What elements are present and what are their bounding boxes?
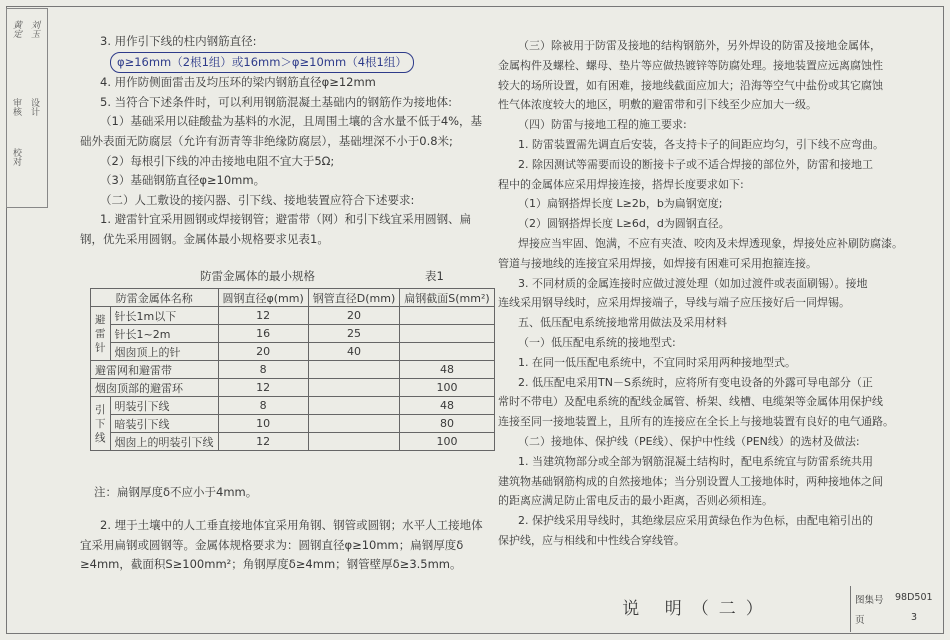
right-column-text [498,36,938,551]
text-line: 较大的场所设置，如有困难，接地线截面应加大；沿海等空气中盐份或其它腐蚀 [498,78,883,92]
table-row [91,415,495,433]
text-line: 2. 低压配电采用TN－S系统时，应将所有变电设备的外露可导电部分（正 [518,375,873,389]
side-label-review: 审核 [11,98,21,116]
text-line: （2）每根引下线的冲击接地电阻不宜大于5Ω; [100,153,335,168]
table-cell: 16 [218,325,308,343]
group-label: 引下线 [91,397,111,451]
group-label: 避雷针 [91,307,111,361]
table-cell: 烟囱顶上的针 [110,343,218,361]
text-line: 础外表面无防腐层（允许有沥青等非绝缘防腐层），基础埋深不小于0.8米; [80,133,453,148]
text-line: 连接至同一接地装置上，且所有的连接应在全长上与接地装置有良好的电气通路。 [498,415,894,429]
left-column-text [80,32,483,250]
table-cell: 48 [400,361,494,379]
table-header-row [91,289,495,307]
table-cell: 烟囱上的明装引下线 [110,433,218,451]
text-line: （二）接地体、保护线（PE线）、保护中性线（PEN线）的选材及做法: [518,434,860,448]
table-cell: 12 [218,433,308,451]
table-header: 防雷金属体名称 [91,289,219,307]
text-line: （三）除被用于防雷及接地的结构钢筋外，另外焊设的防雷及接地金属体， [518,39,881,52]
highlighted-line: φ≥16mm（2根1组）或16mm＞φ≥10mm（4根1组） [110,52,414,74]
atlas-number: 98D501 [895,592,933,603]
text-line: 5. 当符合下述条件时，可以利用钢筋混凝土基础内的钢筋作为接地体: [100,94,452,109]
text-line: 钢，优先采用圆钢。金属体最小规格要求见表1。 [80,231,329,246]
table-cell: 10 [218,415,308,433]
table-cell: 48 [400,397,494,415]
text-line: 连线采用钢导线时，应采用焊接端子，导线与端子应压接好后一同焊锡。 [498,296,850,310]
table-cell: 25 [308,325,399,343]
table-cell: 12 [218,379,308,397]
table-cell [308,415,399,433]
text-line: 金属构件及螺栓、螺母、垫片等应做热镀锌等防腐处理。接地装置应远离腐蚀性 [498,58,883,72]
text-line: 4. 用作防侧面雷击及均压环的梁内钢筋直径φ≥12mm [100,75,376,90]
text-line: 3. 用作引下线的柱内钢筋直径: [100,34,257,48]
text-line: 的距离应满足防止雷电反击的最小距离，否则必须相连。 [498,494,773,508]
table-caption: 防雷金属体的最小规格 [200,269,315,283]
text-line: 1. 当建筑物部分或全部为钢筋混凝土结构时，配电系统宜与防雷系统共用 [518,454,873,468]
title-block-grid [850,586,941,632]
table-row [91,307,495,325]
table-cell [308,397,399,415]
text-line: 性气体浓度较大的地区，明敷的避雷带和引下线至少应加大一级。 [498,98,817,112]
table-cell [308,379,399,397]
text-line: ≥4mm，截面积S≥100mm²；角钢厚度δ≥4mm；钢管壁厚δ≥3.5mm。 [80,557,462,572]
table-row [91,361,495,379]
table-row [91,379,495,397]
text-line: 3. 不同材质的金属连接时应做过渡处理（如加过渡件或表面刷锡）。接地 [518,276,868,290]
text-line: （1）基础采用以硅酸盐为基料的水泥，且周围土壤的含水量不低于4%，基 [100,114,483,129]
review-stamp-column [2,8,48,208]
text-line: （1）扁钢搭焊长度 L≥2b，b为扁钢宽度; [518,197,723,211]
table-note: 注：扁钢厚度δ不应小于4mm。 [94,485,258,499]
table-cell: 80 [400,415,494,433]
table-cell: 20 [308,307,399,325]
text-line: 保护线，应与相线和中性线合穿线管。 [498,533,685,547]
text-line: （一）低压配电系统的接地型式: [518,335,676,349]
page-number: 3 [911,612,918,623]
text-line: 2. 埋于土壤中的人工垂直接地体宜采用角钢、钢管或圆钢；水平人工接地体 [100,518,483,532]
text-line: （2）圆钢搭焊长度 L≥6d，d为圆钢直径。 [518,217,730,231]
text-line: （二）人工敷设的接闪器、引下线、接地装置应符合下述要求: [100,192,415,207]
text-line: 1. 在同一低压配电系统中，不宜同时采用两种接地型式。 [518,355,796,369]
table-cell: 明装引下线 [110,397,218,415]
table-cell: 暗装引下线 [110,415,218,433]
table-cell: 8 [218,397,308,415]
table-row [91,397,495,415]
table-cell: 避雷网和避雷带 [91,361,219,379]
text-line: 建筑物基础钢筋构成的自然接地体；当分别设置人工接地体时，两种接地体之间 [498,474,883,488]
table-cell: 8 [218,361,308,379]
spec-table [90,288,495,451]
table-header: 钢管直径D(mm) [308,289,399,307]
side-label-design: 设计 [29,98,39,116]
sheet-title: 说 明（二） [622,599,773,619]
section-heading: 五、低压配电系统接地常用做法及采用材料 [518,316,727,330]
left-column-text-2 [80,516,483,575]
table-cell [400,343,494,361]
text-line: （四）防雷与接地工程的施工要求: [518,118,687,132]
signature-1: 黄定 [11,20,21,38]
table-number: 表1 [425,269,444,283]
table-cell: 针长1m以下 [110,307,218,325]
signature-2: 刘玉 [29,20,39,38]
text-line: 常时不带电）及配电系统的配线金属管、桥架、线槽、电缆架等金属体用保护线 [498,395,883,409]
table-row [91,433,495,451]
table-row [91,325,495,343]
text-line: 1. 避雷针宜采用圆钢或焊接钢管；避雷带（网）和引下线宜采用圆钢、扁 [100,212,472,227]
table-cell: 12 [218,307,308,325]
table-cell: 烟囱顶部的避雷环 [91,379,219,397]
table-cell [400,307,494,325]
table-header: 扁钢截面S(mm²) [400,289,494,307]
text-line: 2. 除因测试等需要而设的断接卡子或不适合焊接的部位外，防雷和接地工 [518,157,873,171]
table-header: 圆钢直径φ(mm) [218,289,308,307]
table-cell: 20 [218,343,308,361]
text-line: （3）基础钢筋直径φ≥10mm。 [100,173,266,188]
table-cell [308,361,399,379]
text-line: 宜采用扁钢或圆钢等。金属体规格要求为：圆钢直径φ≥10mm；扁钢厚度δ [80,537,464,552]
page-label: 页 [855,615,865,626]
text-line: 管道与接地线的连接宜采用焊接，如焊接有困难可采用抱箍连接。 [498,256,817,270]
table-cell [308,433,399,451]
table-cell: 100 [400,379,494,397]
table-cell: 100 [400,433,494,451]
atlas-label: 图集号 [855,595,884,606]
title-block [545,586,940,632]
table-cell: 针长1~2m [110,325,218,343]
text-line: 程中的金属体应采用焊接连接，搭焊长度要求如下: [498,177,744,191]
side-label-check: 校对 [11,148,21,166]
text-line: 1. 防雷装置需先调直后安装，各支持卡子的间距应均匀，引下线不应弯曲。 [518,137,884,151]
table-cell [400,325,494,343]
text-line: 2. 保护线采用导线时，其绝缘层应采用黄绿色作为色标，由配电箱引出的 [518,514,873,528]
text-line: 焊接应当牢固、饱满，不应有夹渣、咬肉及未焊透现象，焊接处应补刷防腐漆。 [518,236,903,250]
table-row [91,343,495,361]
table-cell: 40 [308,343,399,361]
